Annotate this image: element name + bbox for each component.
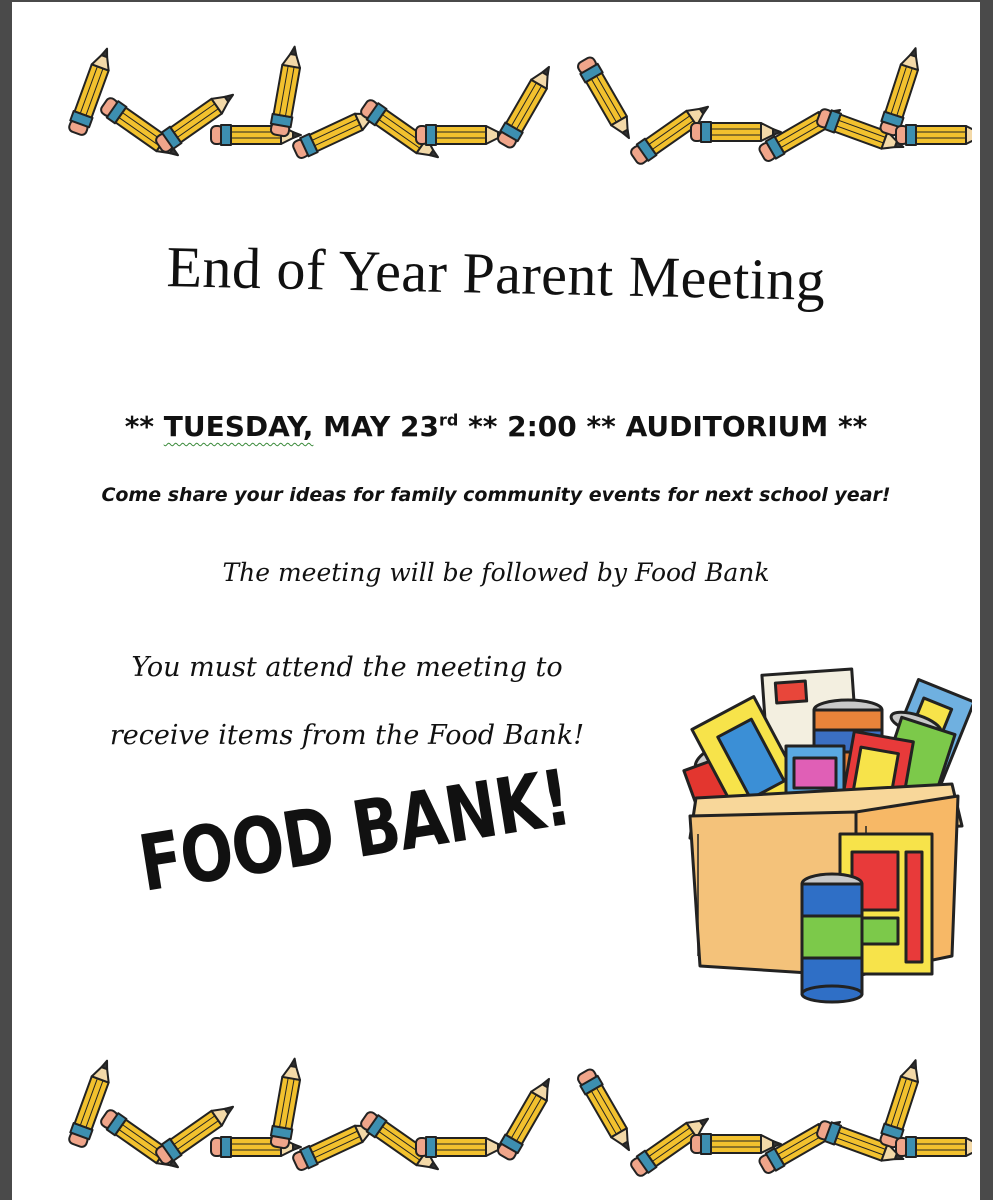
pencil-icon <box>878 1057 925 1149</box>
details-prefix: ** <box>124 410 154 443</box>
pencil-icon <box>67 1057 117 1148</box>
pencil-icon <box>416 1137 506 1157</box>
pencil-icon <box>575 55 637 143</box>
pencil-icon <box>575 1067 637 1155</box>
pencil-icon <box>67 45 117 136</box>
pencil-icon <box>896 125 972 145</box>
pencil-icon <box>269 1057 304 1149</box>
grocery-box-icon <box>676 666 972 1004</box>
meeting-time: 2:00 <box>507 410 577 443</box>
pencil-icon <box>878 45 925 137</box>
must-attend-line: You must attend the meeting to <box>131 652 563 683</box>
pencil-icon <box>495 1074 557 1162</box>
pencil-border-bottom-icon <box>32 1032 972 1182</box>
must-attend-line: receive items from the Food Bank! <box>109 720 585 751</box>
invite-line: Come share your ideas for family community events for next school year! <box>101 484 891 506</box>
pencil-icon <box>691 122 781 142</box>
pencil-icon <box>269 45 304 137</box>
pencil-icon <box>896 1137 972 1157</box>
details-separator: ** <box>468 410 498 443</box>
details-separator: ** <box>586 410 616 443</box>
pencil-border-top-icon <box>32 20 972 170</box>
pencil-icon <box>495 62 557 150</box>
meeting-details <box>12 410 980 443</box>
must-attend-text <box>67 634 627 770</box>
pencil-icon <box>416 125 506 145</box>
meeting-date-suffix: rd <box>438 410 459 430</box>
details-suffix: ** <box>838 410 868 443</box>
meeting-date: MAY 23 <box>323 410 439 443</box>
flyer-page <box>12 2 980 1200</box>
meeting-day: TUESDAY, <box>163 410 314 443</box>
food-bank-heading: FOOD BANK! <box>132 751 577 910</box>
pencil-icon <box>691 1134 781 1154</box>
flyer-title: End of Year Parent Meeting <box>165 234 827 313</box>
meeting-place: AUDITORIUM <box>625 410 829 443</box>
followed-line: The meeting will be followed by Food Bank <box>222 558 770 587</box>
